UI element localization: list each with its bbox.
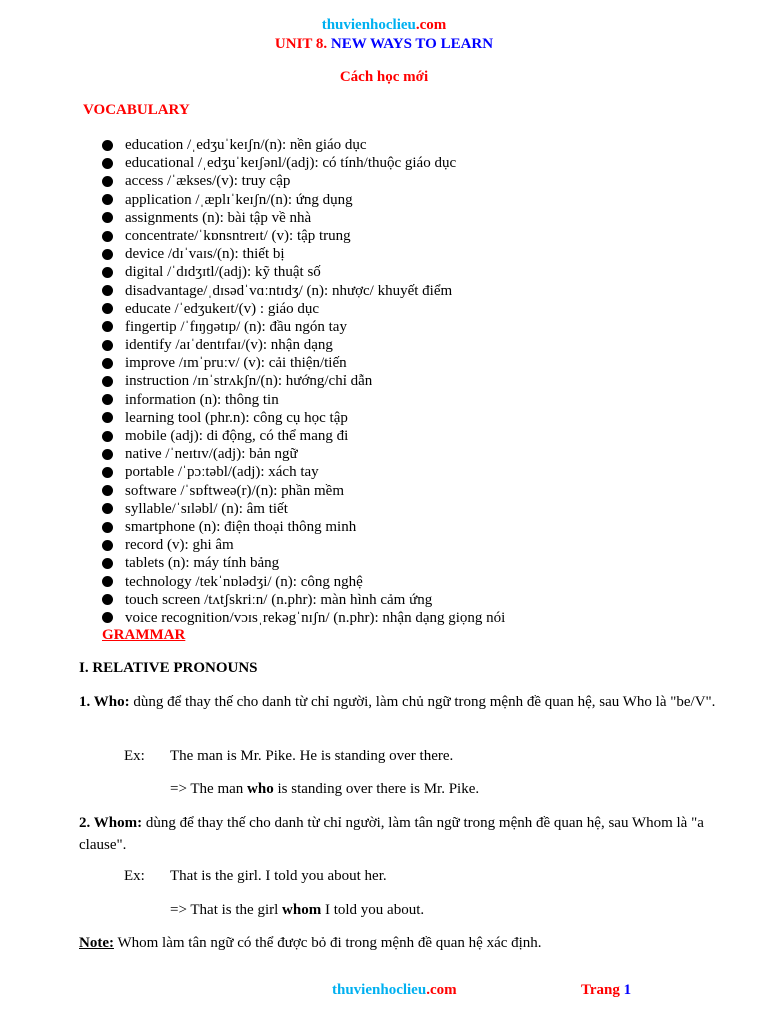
vocabulary-item bbox=[100, 409, 505, 427]
grammar-heading-text: GRAMMAR bbox=[102, 627, 186, 643]
section-title: I. RELATIVE PRONOUNS bbox=[79, 660, 258, 676]
vocabulary-item bbox=[100, 136, 505, 154]
footer-site-name: thuvienhoclieu bbox=[332, 982, 427, 998]
unit-subtitle: Cách học mới bbox=[339, 69, 429, 85]
bullet-icon bbox=[102, 576, 113, 587]
unit-title bbox=[0, 36, 768, 53]
vocabulary-item bbox=[100, 609, 505, 627]
bullet-icon bbox=[102, 358, 113, 369]
bullet-icon bbox=[102, 540, 113, 551]
bullet-icon bbox=[102, 449, 113, 460]
whom-label: 2. Whom: bbox=[79, 815, 143, 831]
bullet-icon bbox=[102, 303, 113, 314]
vocabulary-item-text: device /dɪˈvaɪs/(n): thiết bị bbox=[125, 246, 285, 263]
bullet-icon bbox=[102, 285, 113, 296]
vocabulary-item bbox=[100, 300, 505, 318]
vocabulary-item-text: instruction /ɪnˈstrʌkʃn/(n): hướng/chỉ dẫn bbox=[125, 373, 373, 390]
bullet-icon bbox=[102, 558, 113, 569]
vocabulary-item bbox=[100, 518, 505, 536]
vocabulary-item bbox=[100, 536, 505, 554]
vocabulary-item-text: improve /ɪmˈpruːv/ (v): cải thiện/tiến bbox=[125, 355, 347, 372]
bullet-icon bbox=[102, 249, 113, 260]
unit-label: UNIT 8. bbox=[274, 36, 328, 52]
site-domain: .com bbox=[415, 17, 447, 33]
site-header bbox=[0, 17, 768, 34]
who-text: dùng để thay thế cho danh từ chỉ người, làm chủ ngữ trong mệnh đề quan hệ, sau Who là "be/V". bbox=[129, 694, 716, 710]
page-number-value: 1 bbox=[623, 982, 632, 998]
note-label: Note: bbox=[79, 935, 114, 951]
who-example-label: Ex: bbox=[124, 748, 145, 764]
whom-rule bbox=[79, 812, 719, 856]
vocabulary-item-text: educate /ˈedʒukeɪt/(v) : giáo dục bbox=[125, 300, 320, 317]
vocabulary-item-text: tablets (n): máy tính bảng bbox=[125, 555, 280, 572]
vocabulary-item bbox=[100, 427, 505, 445]
bullet-icon bbox=[102, 594, 113, 605]
vocabulary-item bbox=[100, 263, 505, 281]
bullet-icon bbox=[102, 194, 113, 205]
bullet-icon bbox=[102, 431, 113, 442]
vocabulary-item-text: portable /ˈpɔːtəbl/(adj): xách tay bbox=[125, 464, 319, 481]
bullet-icon bbox=[102, 321, 113, 332]
bullet-icon bbox=[102, 503, 113, 514]
whom-example-label: Ex: bbox=[124, 868, 145, 884]
grammar-heading bbox=[102, 627, 185, 644]
bullet-icon bbox=[102, 612, 113, 623]
vocabulary-item bbox=[100, 154, 505, 172]
vocabulary-item bbox=[100, 482, 505, 500]
bullet-icon bbox=[102, 485, 113, 496]
vocabulary-item bbox=[100, 282, 505, 300]
who-result-post: is standing over there is Mr. Pike. bbox=[273, 781, 480, 797]
footer-site bbox=[332, 982, 457, 999]
vocabulary-item-text: learning tool (phr.n): công cụ học tập bbox=[125, 409, 348, 426]
vocabulary-item bbox=[100, 245, 505, 263]
who-example-result bbox=[170, 781, 479, 798]
vocabulary-item-text: access /ˈækses/(v): truy cập bbox=[125, 173, 291, 190]
vocabulary-item bbox=[100, 191, 505, 209]
bullet-icon bbox=[102, 231, 113, 242]
vocabulary-item bbox=[100, 463, 505, 481]
bullet-icon bbox=[102, 267, 113, 278]
vocabulary-item-text: application /ˌæplɪˈkeɪʃn/(n): ứng dụng bbox=[125, 191, 353, 208]
vocabulary-item bbox=[100, 573, 505, 591]
whom-result-pre: => That is the girl bbox=[170, 902, 283, 918]
site-name: thuvienhoclieu bbox=[321, 17, 416, 33]
who-result-pre: => The man bbox=[170, 781, 248, 797]
vocabulary-item-text: voice recognition/vɔɪsˌrekəgˈnɪʃn/ (n.phr): nhận dạng giọng nói bbox=[125, 609, 506, 626]
who-example-sentence: The man is Mr. Pike. He is standing over there. bbox=[170, 748, 454, 764]
whom-example-result bbox=[170, 902, 424, 919]
whom-example-sentence: That is the girl. I told you about her. bbox=[170, 868, 387, 884]
vocabulary-item-text: syllable/ˈsɪləbl/ (n): âm tiết bbox=[125, 500, 288, 517]
note bbox=[79, 935, 542, 952]
who-label: 1. Who: bbox=[79, 694, 130, 710]
bullet-icon bbox=[102, 140, 113, 151]
vocabulary-item-text: smartphone (n): điện thoại thông minh bbox=[125, 518, 357, 535]
vocabulary-item bbox=[100, 172, 505, 190]
vocabulary-item-text: assignments (n): bài tập về nhà bbox=[125, 209, 312, 226]
bullet-icon bbox=[102, 467, 113, 478]
vocabulary-item bbox=[100, 318, 505, 336]
vocabulary-item-text: identify /aɪˈdentɪfaɪ/(v): nhận dạng bbox=[125, 337, 333, 354]
bullet-icon bbox=[102, 376, 113, 387]
vocabulary-item bbox=[100, 445, 505, 463]
bullet-icon bbox=[102, 212, 113, 223]
vocabulary-item-text: digital /ˈdɪdʒɪtl/(adj): kỹ thuật số bbox=[125, 264, 321, 281]
vocabulary-item bbox=[100, 354, 505, 372]
vocabulary-item-text: software /ˈsɒftweə(r)/(n): phần mềm bbox=[125, 482, 345, 499]
bullet-icon bbox=[102, 340, 113, 351]
bullet-icon bbox=[102, 176, 113, 187]
vocabulary-item bbox=[100, 209, 505, 227]
vocabulary-item-text: record (v): ghi âm bbox=[125, 537, 234, 554]
vocabulary-item-text: information (n): thông tin bbox=[125, 391, 279, 408]
whom-result-post: I told you about. bbox=[321, 902, 425, 918]
vocabulary-item-text: educational /ˌedʒuˈkeɪʃənl/(adj): có tính/thuộc giáo dục bbox=[125, 155, 457, 172]
vocabulary-item bbox=[100, 336, 505, 354]
vocabulary-list bbox=[100, 136, 505, 627]
vocabulary-item-text: native /ˈneɪtɪv/(adj): bản ngữ bbox=[125, 446, 298, 463]
whom-text: dùng để thay thế cho danh từ chỉ người, làm tân ngữ trong mệnh đề quan hệ, sau Whom là "a clause". bbox=[79, 815, 704, 853]
who-result-keyword: who bbox=[247, 781, 274, 797]
vocabulary-item-text: mobile (adj): di động, có thể mang đi bbox=[125, 428, 349, 444]
vocabulary-item-text: concentrate/ˈkɒnsntreɪt/ (v): tập trung bbox=[125, 227, 351, 244]
vocabulary-item bbox=[100, 591, 505, 609]
bullet-icon bbox=[102, 522, 113, 533]
vocabulary-item bbox=[100, 500, 505, 518]
page-label: Trang bbox=[581, 982, 620, 998]
unit-name: NEW WAYS TO LEARN bbox=[330, 36, 494, 52]
vocabulary-item-text: education /ˌedʒuˈkeɪʃn/(n): nền giáo dục bbox=[125, 137, 367, 153]
vocabulary-item bbox=[100, 391, 505, 409]
vocabulary-item bbox=[100, 227, 505, 245]
bullet-icon bbox=[102, 412, 113, 423]
who-rule bbox=[79, 691, 719, 713]
vocabulary-item bbox=[100, 372, 505, 390]
vocabulary-item-text: fingertip /ˈfɪŋɡətɪp/ (n): đầu ngón tay bbox=[125, 318, 347, 335]
vocabulary-heading: VOCABULARY bbox=[83, 102, 190, 118]
page-number bbox=[581, 982, 631, 999]
whom-result-keyword: whom bbox=[282, 902, 322, 918]
bullet-icon bbox=[102, 394, 113, 405]
note-text: Whom làm tân ngữ có thể được bỏ đi trong mệnh đề quan hệ xác định. bbox=[113, 935, 542, 951]
vocabulary-item-text: touch screen /tʌtʃskriːn/ (n.phr): màn hình cảm ứng bbox=[125, 591, 433, 608]
bullet-icon bbox=[102, 158, 113, 169]
vocabulary-item-text: disadvantage/ˌdɪsədˈvɑːntɪdʒ/ (n): nhược/ khuyết điểm bbox=[125, 282, 453, 299]
vocabulary-item-text: technology /tekˈnɒlədʒi/ (n): công nghệ bbox=[125, 573, 363, 590]
footer-site-domain: .com bbox=[426, 982, 457, 998]
vocabulary-item bbox=[100, 554, 505, 572]
